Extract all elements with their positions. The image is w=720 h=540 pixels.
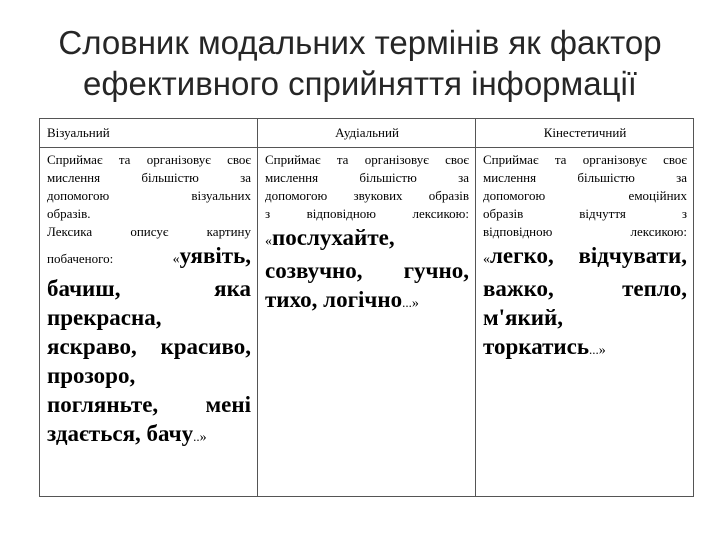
cell-audial xyxy=(258,148,476,497)
visual-terms-text: уявіть, бачиш, яка прекрасна, яскраво, красиво, прозоро, погляньте, мені здається, бачу xyxy=(47,243,251,446)
ellipsis: .. xyxy=(193,429,200,444)
cell-kinesthetic xyxy=(476,148,694,497)
visual-desc-line: мислення більшістю за xyxy=(47,170,251,185)
visual-desc-line: образів. xyxy=(47,206,91,221)
audial-desc-line: з відповідною лексикою: xyxy=(265,206,469,221)
table-header-row xyxy=(40,119,694,148)
title-line-2: ефективного сприйняття інформації xyxy=(83,65,637,102)
audial-terms xyxy=(265,223,469,318)
close-quote: » xyxy=(199,430,207,445)
visual-terms xyxy=(47,241,251,452)
visual-prefix: побаченого: xyxy=(47,251,173,266)
page-title xyxy=(0,22,720,104)
close-quote: » xyxy=(411,296,419,311)
header-visual: Візуальний xyxy=(40,119,258,148)
visual-desc-line: Лексика описує картину xyxy=(47,224,251,239)
kinesthetic-terms-text: легко, відчувати, важко, тепло, м'який, торкатись xyxy=(483,243,687,359)
header-audial: Аудіальний xyxy=(258,119,476,148)
kinesthetic-desc-line: допомогою емоційних xyxy=(483,188,687,203)
title-line-1: Словник модальних термінів як фактор xyxy=(58,24,662,61)
audial-desc-line: Сприймає та організовує своє xyxy=(265,152,469,167)
open-quote: « xyxy=(172,252,180,267)
modal-terms-table xyxy=(39,118,694,497)
audial-desc-line: мислення більшістю за xyxy=(265,170,469,185)
cell-visual xyxy=(40,148,258,497)
ellipsis: ... xyxy=(589,342,599,357)
audial-desc-line: допомогою звукових образів xyxy=(265,188,469,203)
close-quote: » xyxy=(598,343,606,358)
visual-desc-line: Сприймає та організовує своє xyxy=(47,152,251,167)
open-quote: « xyxy=(265,234,272,249)
kinesthetic-desc-line: відповідною лексикою: xyxy=(483,224,687,239)
visual-desc-line: допомогою візуальних xyxy=(47,188,251,203)
kinesthetic-terms xyxy=(483,241,687,365)
audial-terms-text: послухайте, созвучно, гучно, тихо, логічно xyxy=(265,225,469,312)
kinesthetic-desc-line: образів відчуття з xyxy=(483,206,687,221)
kinesthetic-desc-line: мислення більшістю за xyxy=(483,170,687,185)
kinesthetic-desc-line: Сприймає та організовує своє xyxy=(483,152,687,167)
ellipsis: ... xyxy=(402,295,412,310)
table-row xyxy=(40,148,694,497)
header-kinesthetic: Кінестетичний xyxy=(476,119,694,148)
open-quote: « xyxy=(483,252,490,267)
